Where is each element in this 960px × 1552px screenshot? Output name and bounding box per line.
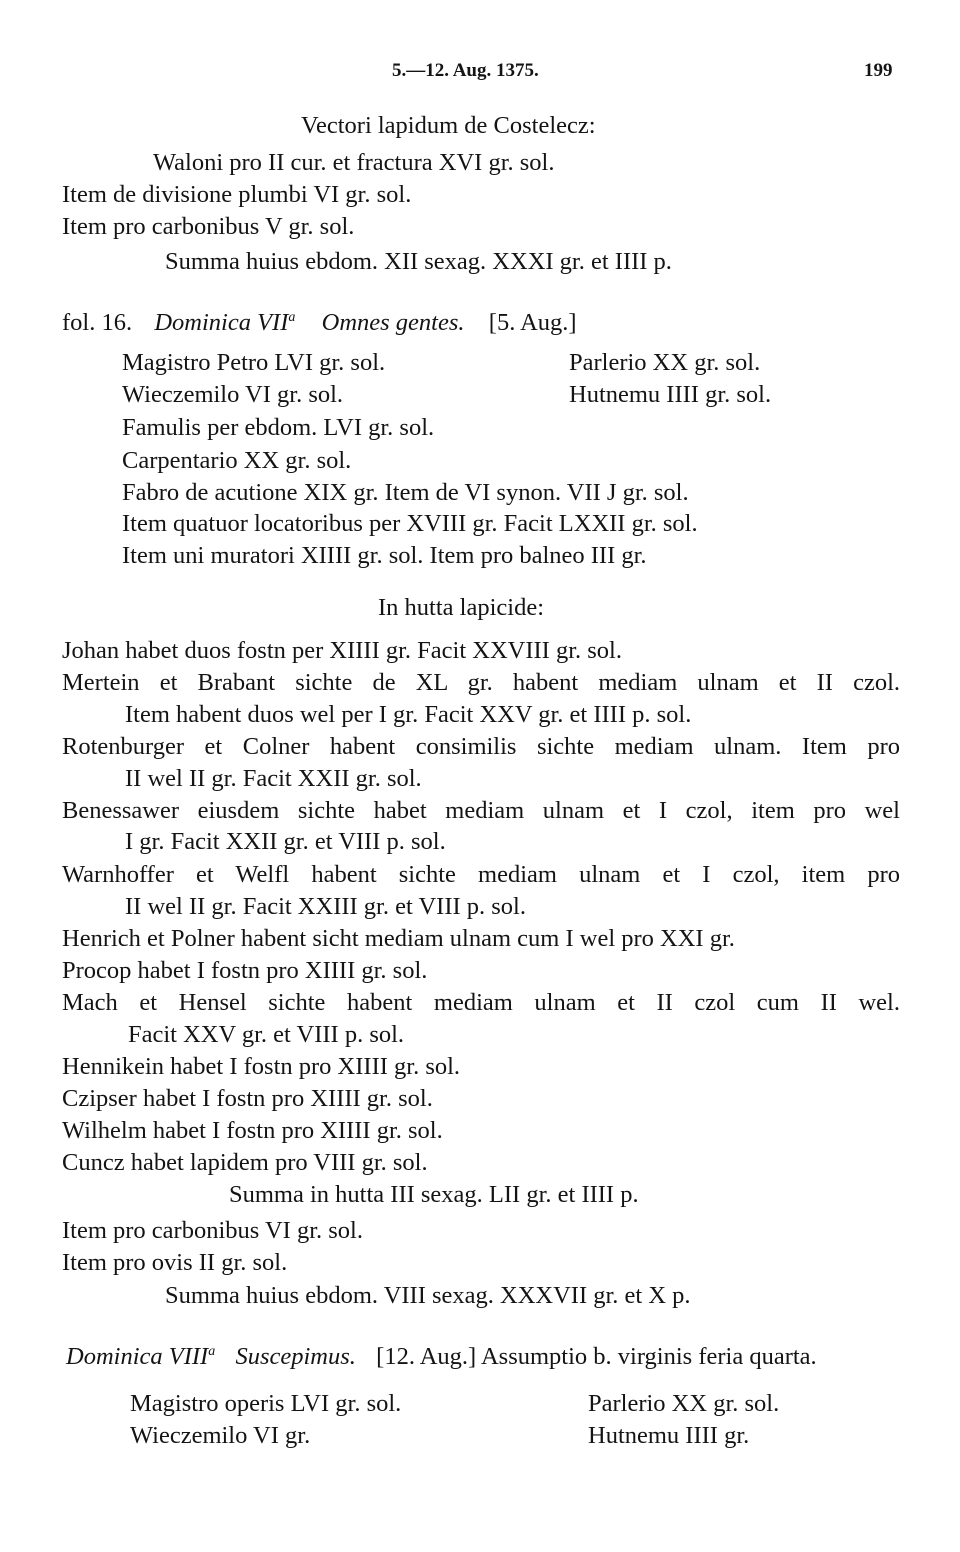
- summa-line: Summa huius ebdom. XII sexag. XXXI gr. et IIII p.: [165, 248, 672, 275]
- date-bracket: [5. Aug.]: [488, 309, 577, 336]
- entry-line: Mach et Hensel sichte habent mediam ulnam et II czol cum II wel.: [62, 989, 900, 1016]
- week-heading-viii: [66, 1342, 817, 1372]
- folio-reference: fol. 16.: [62, 309, 133, 336]
- entry-line: Hennikein habet I fostn pro XIIII gr. sol.: [62, 1053, 461, 1080]
- entry-line: Czipser habet I fostn pro XIIII gr. sol.: [62, 1085, 433, 1112]
- entry-line: Famulis per ebdom. LVI gr. sol.: [122, 414, 435, 441]
- introit-title: Suscepimus.: [235, 1343, 356, 1370]
- introit-title: Omnes gentes.: [321, 309, 465, 336]
- entry-line: Item pro carbonibus V gr. sol.: [62, 213, 355, 240]
- entry-line: Parlerio XX gr. sol.: [588, 1390, 780, 1417]
- dominica-title: Dominica VIII$^a$: [66, 1343, 216, 1370]
- entry-line: Wilhelm habet I fostn pro XIIII gr. sol.: [62, 1117, 443, 1144]
- entry-line: Item pro ovis II gr. sol.: [62, 1249, 288, 1276]
- entry-line: Item quatuor locatoribus per XVIII gr. Facit LXXII gr. sol.: [122, 510, 698, 537]
- entry-line: Item de divisione plumbi VI gr. sol.: [62, 181, 412, 208]
- page-number: 199: [864, 60, 893, 81]
- entry-line: Procop habet I fostn pro XIIII gr. sol.: [62, 957, 428, 984]
- entry-line: Item uni muratori XIIII gr. sol. Item pro balneo III gr.: [122, 542, 647, 569]
- date-and-feast: [12. Aug.] Assumptio b. virginis feria quarta.: [376, 1343, 817, 1370]
- entry-line: Mertein et Brabant sichte de XL gr. habent mediam ulnam et II czol.: [62, 669, 900, 696]
- section-title-vectori: Vectori lapidum de Costelecz:: [301, 112, 596, 139]
- entry-line: Magistro Petro LVI gr. sol.: [122, 349, 386, 376]
- running-header-date: 5.—12. Aug. 1375.: [392, 60, 539, 81]
- entry-line: Hutnemu IIII gr. sol.: [569, 381, 772, 408]
- entry-line: Henrich et Polner habent sicht mediam ulnam cum I wel pro XXI gr.: [62, 925, 735, 952]
- entry-line: Wieczemilo VI gr. sol.: [122, 381, 344, 408]
- entry-line: Magistro operis LVI gr. sol.: [130, 1390, 402, 1417]
- entry-line: II wel II gr. Facit XXII gr. sol.: [125, 765, 422, 792]
- entry-line: II wel II gr. Facit XXIII gr. et VIII p. sol.: [125, 893, 526, 920]
- entry-line: Benessawer eiusdem sichte habet mediam ulnam et I czol, item pro wel: [62, 797, 900, 824]
- entry-line: Parlerio XX gr. sol.: [569, 349, 761, 376]
- entry-line: Rotenburger et Colner habent consimilis sichte mediam ulnam. Item pro: [62, 733, 900, 760]
- entry-line: Carpentario XX gr. sol.: [122, 447, 352, 474]
- dominica-title: Dominica VII$^a$: [154, 309, 296, 336]
- entry-line: Item habent duos wel per I gr. Facit XXV gr. et IIII p. sol.: [125, 701, 692, 728]
- entry-line: Cuncz habet lapidem pro VIII gr. sol.: [62, 1149, 428, 1176]
- entry-line: Item pro carbonibus VI gr. sol.: [62, 1217, 363, 1244]
- entry-line: I gr. Facit XXII gr. et VIII p. sol.: [125, 828, 446, 855]
- entry-line: Fabro de acutione XIX gr. Item de VI synon. VII J gr. sol.: [122, 479, 689, 506]
- entry-line: Warnhoffer et Welfl habent sichte mediam ulnam et I czol, item pro: [62, 861, 900, 888]
- summa-line: Summa in hutta III sexag. LII gr. et IIII p.: [229, 1181, 639, 1208]
- section-title-hutta: In hutta lapicide:: [378, 594, 544, 621]
- week-heading-vii: [62, 308, 577, 338]
- entry-line: Johan habet duos fostn per XIIII gr. Facit XXVIII gr. sol.: [62, 637, 622, 664]
- summa-line: Summa huius ebdom. VIII sexag. XXXVII gr. et X p.: [165, 1282, 691, 1309]
- entry-line: Facit XXV gr. et VIII p. sol.: [128, 1021, 405, 1048]
- entry-line: Wieczemilo VI gr.: [130, 1422, 311, 1449]
- entry-line: Hutnemu IIII gr.: [588, 1422, 750, 1449]
- entry-line: Waloni pro II cur. et fractura XVI gr. sol.: [153, 149, 555, 176]
